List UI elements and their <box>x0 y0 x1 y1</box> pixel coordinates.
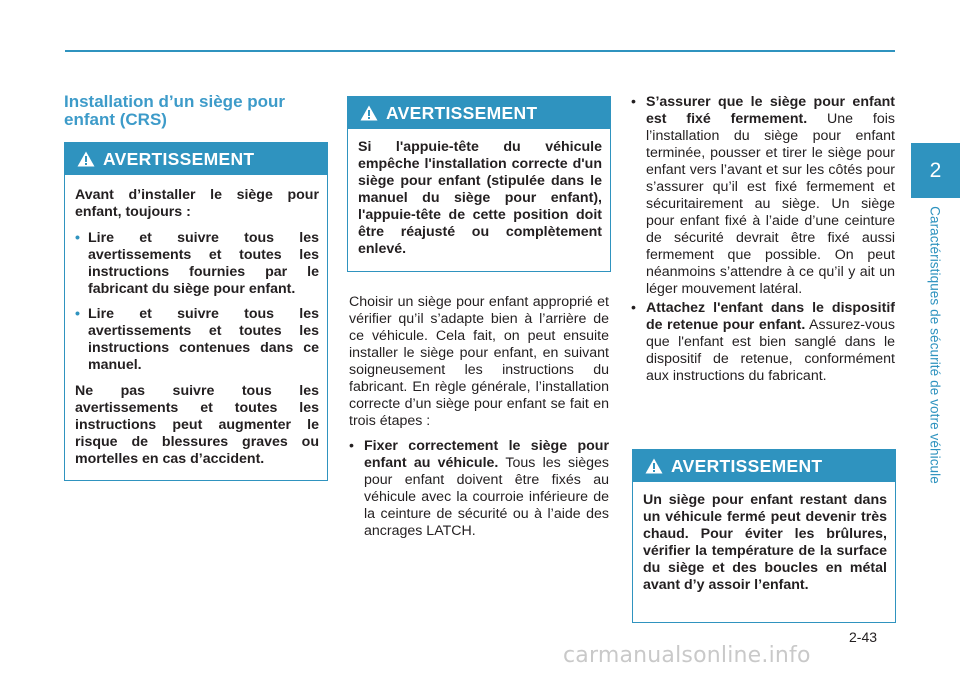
step-item <box>631 94 895 298</box>
warning-heading: AVERTISSEMENT <box>386 102 538 123</box>
bullet-dot: • <box>75 306 80 322</box>
warning-triangle-icon <box>360 105 378 121</box>
bullet-dot: • <box>631 94 636 110</box>
bullet-dot: • <box>75 230 80 246</box>
warning-text: Si l'appuie-tête du véhicule empêche l'installation correcte d'un siège pour enfant (stipulée dans le manuel du siège pour enfant), l'appuie-tête de cette position doit être réajusté ou complètement enlevé. <box>358 139 602 257</box>
step-detail: Tous les sièges pour enfant doivent être fixés au véhicule avec la courroie inférieure de la ceinture de sécurité ou à l’aide des ancrages LATCH. <box>364 455 609 539</box>
bullet-dot: • <box>349 438 354 454</box>
warning-bullet-text: Lire et suivre tous les avertissements et toutes les instructions contenues dans ce manuel. <box>88 306 319 373</box>
right-column <box>631 94 895 385</box>
warning-intro: Avant d’installer le siège pour enfant, toujours : <box>75 187 319 220</box>
page-number: 2-43 <box>849 629 878 645</box>
header-rule <box>65 50 895 52</box>
watermark: carmanualsonline.info <box>563 643 811 668</box>
step-text <box>646 94 895 298</box>
chapter-title: Caractéristiques de sécurité de votre véhicule <box>927 206 943 484</box>
warning-bullet <box>75 230 319 298</box>
warning-box-child-seat <box>64 142 328 481</box>
warning-box-hot-seat <box>632 449 896 623</box>
chapter-tab <box>911 143 960 198</box>
bullet-dot: • <box>631 300 636 316</box>
warning-triangle-icon <box>645 458 663 474</box>
warning-bullet <box>75 306 319 374</box>
step-text <box>364 438 609 540</box>
warning-heading: AVERTISSEMENT <box>671 455 823 476</box>
warning-closing: Ne pas suivre tous les avertissements et toutes les instructions peut augmenter le risque de blessures graves ou mortelles en cas d’accident. <box>75 383 319 467</box>
warning-text: Un siège pour enfant restant dans un véhicule fermé peut devenir très chaud. Pour éviter les brûlures, vérifier la température de la surface du siège et des boucles en métal avant d’y assoir l’enfant. <box>643 492 887 593</box>
step-item <box>631 300 895 385</box>
middle-column <box>349 294 609 540</box>
warning-box-headrest <box>347 96 611 272</box>
warning-header <box>633 450 895 482</box>
step-detail: Une fois l’installation du siège pour enfant terminée, pousser et tirer le siège pour enfant vers l’avant et sur les côtés pour s’assurer qu’il est fixé fermement et sécuritairement au siège. Un siège pour enfant fixé à l’aide d’une ceinture de sécurité devrait être fixé aussi fermement que possible. On peut néanmoins s’attendre à ce qu’il y ait un léger mouvement latéral. <box>646 111 895 297</box>
step-lead: Fixer correctement le siège pour enfant au véhicule. <box>364 438 609 471</box>
warning-bullet-text: Lire et suivre tous les avertissements et toutes les instructions fournies par le fabricant du siège pour enfant. <box>88 230 319 297</box>
step-lead: Attachez l'enfant dans le dispositif de retenue pour enfant. <box>646 300 895 333</box>
warning-heading: AVERTISSEMENT <box>103 148 255 169</box>
intro-paragraph: Choisir un siège pour enfant approprié et vérifier qu’il s’adapte bien à l’arrière de ce véhicule. Cela fait, on peut ensuite installer le siège pour enfant, en suivant soigneusement les instructions du fabricant. En règle générale, l’installation correcte d’un siège pour enfant se fait en trois étapes : <box>349 294 609 429</box>
step-detail: Assurez-vous que l'enfant est bien sanglé dans le dispositif de retenue, conformément aux instructions du fabricant. <box>646 317 896 384</box>
chapter-number: 2 <box>929 158 942 182</box>
warning-triangle-icon <box>77 151 95 167</box>
step-text <box>646 300 895 385</box>
step-lead: S’assurer que le siège pour enfant est fixé fermement. <box>646 94 895 127</box>
warning-header <box>65 143 327 175</box>
step-item <box>349 438 609 540</box>
section-title: Installation d’un siège pour enfant (CRS) <box>64 92 286 129</box>
warning-header <box>348 97 610 129</box>
